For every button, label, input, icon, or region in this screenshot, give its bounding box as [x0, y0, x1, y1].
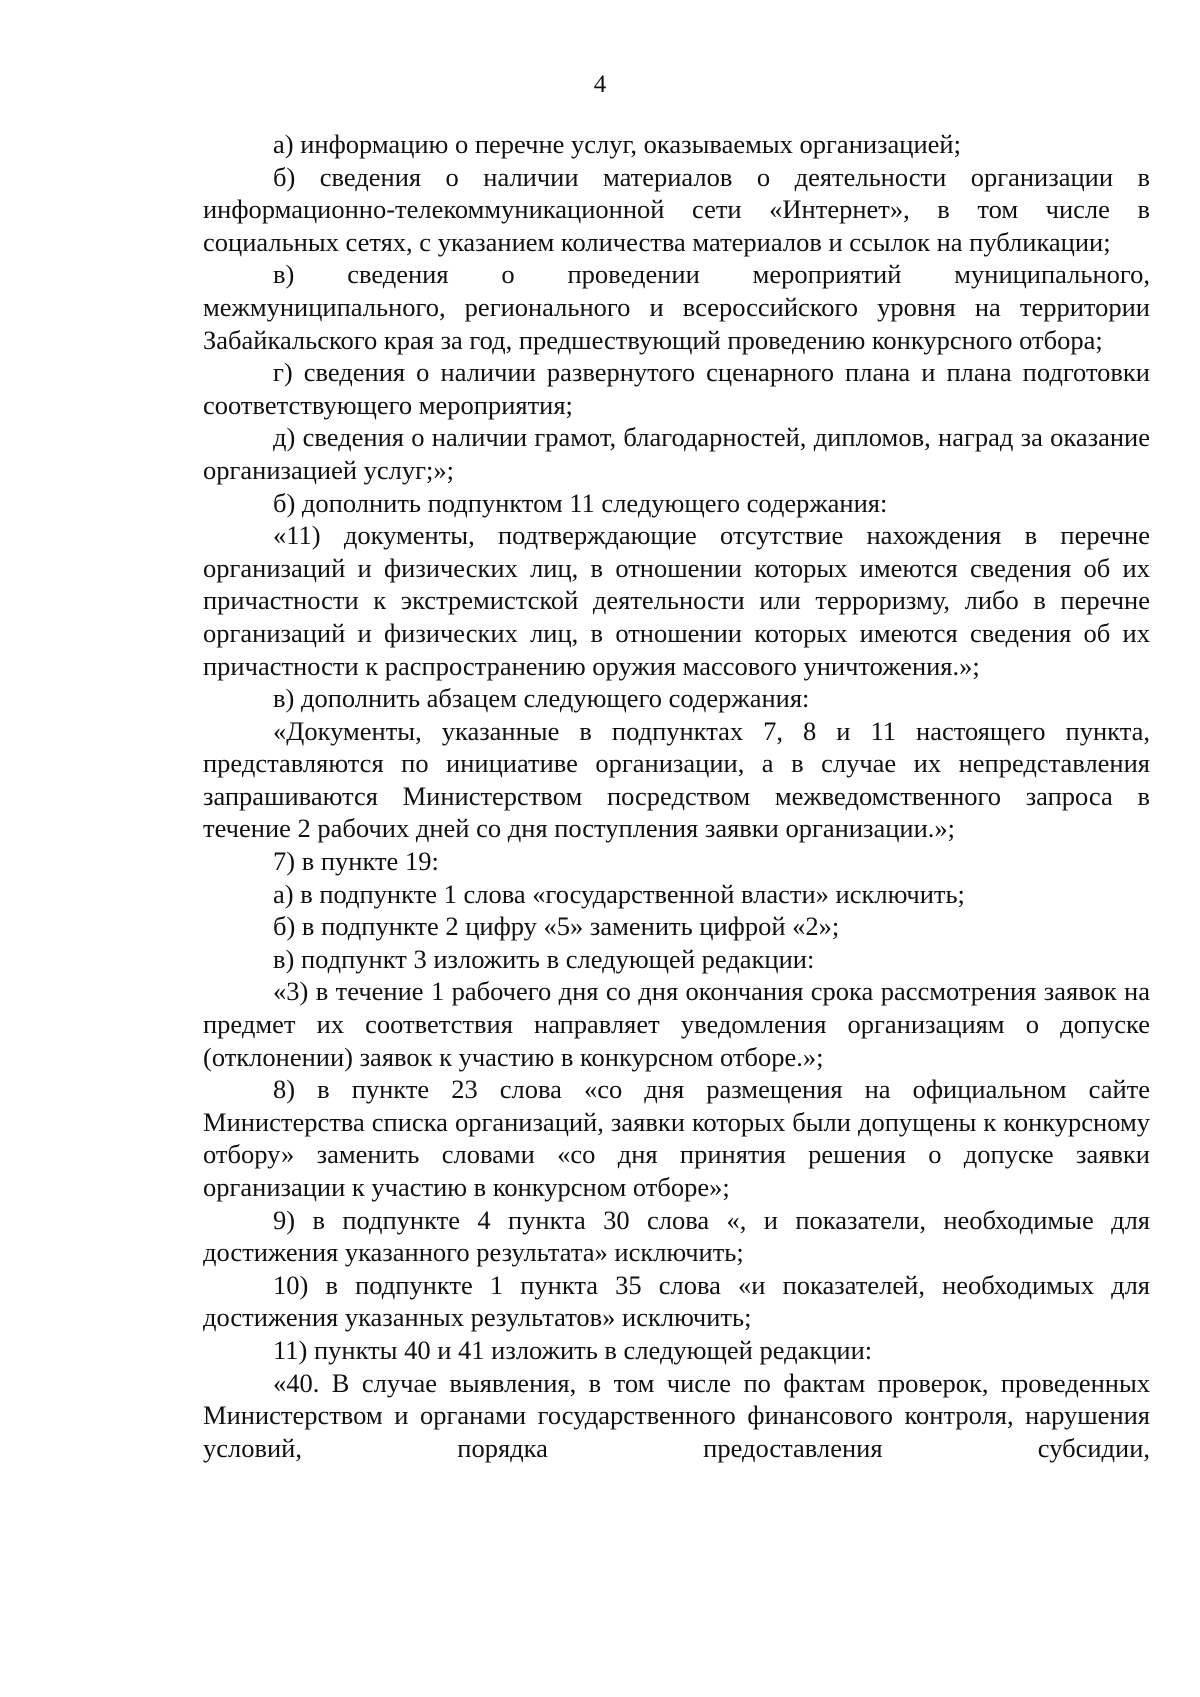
paragraph: 11) пункты 40 и 41 изложить в следующей редакции:: [273, 1334, 873, 1365]
paragraph: в) сведения о проведении мероприятий муниципального, межмуниципального, регионального и всероссийского уровня на территории Забайкальского края за год, предшествующий проведению конкурсного отбора;: [203, 259, 1150, 355]
paragraph: б) в подпункте 2 цифру «5» заменить цифрой «2»;: [273, 911, 840, 942]
paragraph: в) дополнить абзацем следующего содержания:: [273, 683, 810, 714]
paragraph: б) дополнить подпунктом 11 следующего содержания:: [273, 487, 888, 518]
paragraph: 9) в подпункте 4 пункта 30 слова «, и показатели, необходимые для достижения указанного результата» исключить;: [203, 1204, 1150, 1268]
paragraph: «11) документы, подтверждающие отсутствие нахождения в перечне организаций и физических лиц, в отношении которых имеются сведения об их причастности к экстремистской деятельности или терроризму, либо в перечне организаций и физических лиц, в отношении которых имеются сведения об их причастности к распространению оружия массового уничтожения.»;: [203, 520, 1150, 681]
page-number: 4: [593, 71, 607, 98]
paragraph: г) сведения о наличии развернутого сценарного плана и плана подготовки соответствующего мероприятия;: [203, 357, 1150, 420]
paragraph: 8) в пункте 23 слова «со дня размещения на официальном сайте Министерства списка организаций, заявки которых были допущены к конкурсному отбору» заменить словами «со дня принятия решения о допуске заявки организации к участию в конкурсном отборе»;: [203, 1074, 1150, 1202]
paragraph: «40. В случае выявления, в том числе по фактам проверок, проведенных Министерством и органами государственного финансового контроля, нарушения условий, порядка предоставления субсидии,: [203, 1367, 1150, 1463]
paragraph: «Документы, указанные в подпунктах 7, 8 и 11 настоящего пункта, представляются по инициативе организации, а в случае их непредставления запрашиваются Министерством посредством межведомственного запроса в течение 2 рабочих дней со дня поступления заявки организации.»;: [203, 715, 1150, 844]
paragraph: в) подпункт 3 изложить в следующей редакции:: [273, 943, 815, 974]
paragraph: б) сведения о наличии материалов о деятельности организации в информационно-телекоммуникационной сети «Интернет», в том числе в социальных сетях, с указанием количества материалов и ссылок на публикации;: [203, 161, 1150, 257]
paragraph: 7) в пункте 19:: [273, 846, 439, 877]
document-body: [203, 128, 1150, 1464]
paragraph: 10) в подпункте 1 пункта 35 слова «и показателей, необходимых для достижения указанных результатов» исключить;: [203, 1269, 1150, 1333]
paragraph: «3) в течение 1 рабочего дня со дня окончания срока рассмотрения заявок на предмет их соответствия направляет уведомления организациям о допуске (отклонении) заявок к участию в конкурсном отборе.»;: [203, 976, 1150, 1072]
paragraph: а) информацию о перечне услуг, оказываемых организацией;: [273, 129, 961, 159]
paragraph: д) сведения о наличии грамот, благодарностей, дипломов, наград за оказание организацией услуг;»;: [203, 422, 1150, 485]
paragraph: а) в подпункте 1 слова «государственной власти» исключить;: [273, 878, 965, 909]
